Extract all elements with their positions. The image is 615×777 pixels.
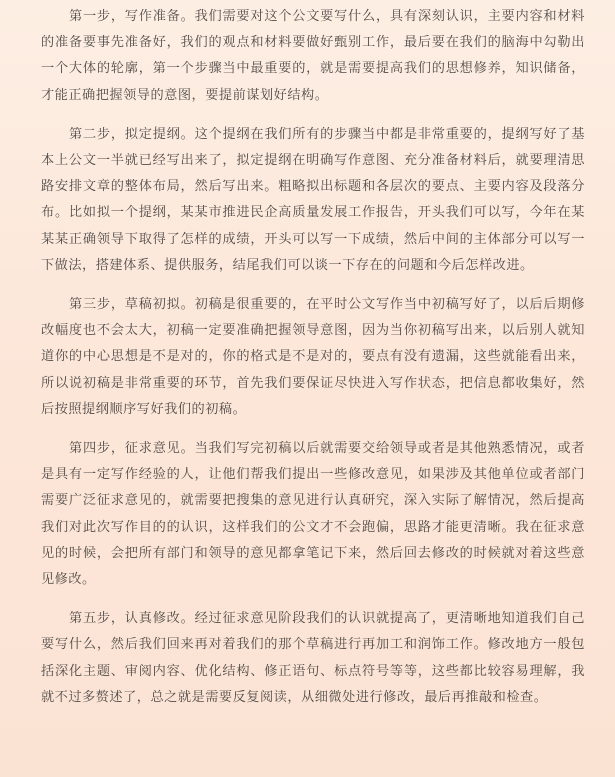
article-body <box>41 4 585 711</box>
paragraph-step-1: 第一步，写作准备。我们需要对这个公文要写什么，具有深刻认识，主要内容和材料的准备要事先准备好，我们的观点和材料要做好甄别工作，最后要在我们的脑海中勾勒出一个大体的轮廓，第一个步骤当中最重要的，就是需要提高我们的思想修养，知识储备，才能正确把握领导的意图，要提前谋划好结构。 <box>41 9 585 103</box>
paragraph-step-2: 第二步，拟定提纲。这个提纲在我们所有的步骤当中都是非常重要的，提纲写好了基本上公文一半就已经写出来了，拟定提纲在明确写作意图、充分准备材料后，就要理清思路安排文章的整体布局，然后写出来。粗略拟出标题和各层次的要点、主要内容及段落分布。比如拟一个提纲，某某市推进民企高质量发展工作报告，开头我们可以写，今年在某某某正确领导下取得了怎样的成绩，开头可以写一下成绩，然后中间的主体部分可以写一下做法，搭建体系、提供服务，结尾我们可以谈一下存在的问题和今后怎样改进。 <box>41 126 585 273</box>
paragraph-step-5: 第五步，认真修改。经过征求意见阶段我们的认识就提高了，更清晰地知道我们自己要写什么，然后我们回来再对着我们的那个草稿进行再加工和润饰工作。修改地方一般包括深化主题、审阅内容、优化结构、修正语句、标点符号等等，这些都比较容易理解，我就不过多赘述了，总之就是需要反复阅读，从细微处进行修改，最后再推敲和检查。 <box>41 611 585 705</box>
paragraph-step-3: 第三步，草稿初拟。初稿是很重要的，在平时公文写作当中初稿写好了，以后后期修改幅度也不会太大，初稿一定要准确把握领导意图，因为当你初稿写出来，以后别人就知道你的中心思想是不是对的，你的格式是不是对的，要点有没有遗漏，这些就能看出来，所以说初稿是非常重要的环节，首先我们要保证尽快进入写作状态，把信息都收集好，然后按照提纲顺序写好我们的初稿。 <box>41 297 585 417</box>
paragraph-step-4: 第四步，征求意见。当我们写完初稿以后就需要交给领导或者是其他熟悉情况，或者是具有一定写作经验的人，让他们帮我们提出一些修改意见，如果涉及其他单位或者部门需要广泛征求意见的，就需要把搜集的意见进行认真研究，深入实际了解情况，然后提高我们对此次写作目的的认识，这样我们的公文才不会跑偏，思路才能更清晰。我在征求意见的时候，会把所有部门和领导的意见都拿笔记下来，然后回去修改的时候就对着这些意见修改。 <box>41 441 585 588</box>
